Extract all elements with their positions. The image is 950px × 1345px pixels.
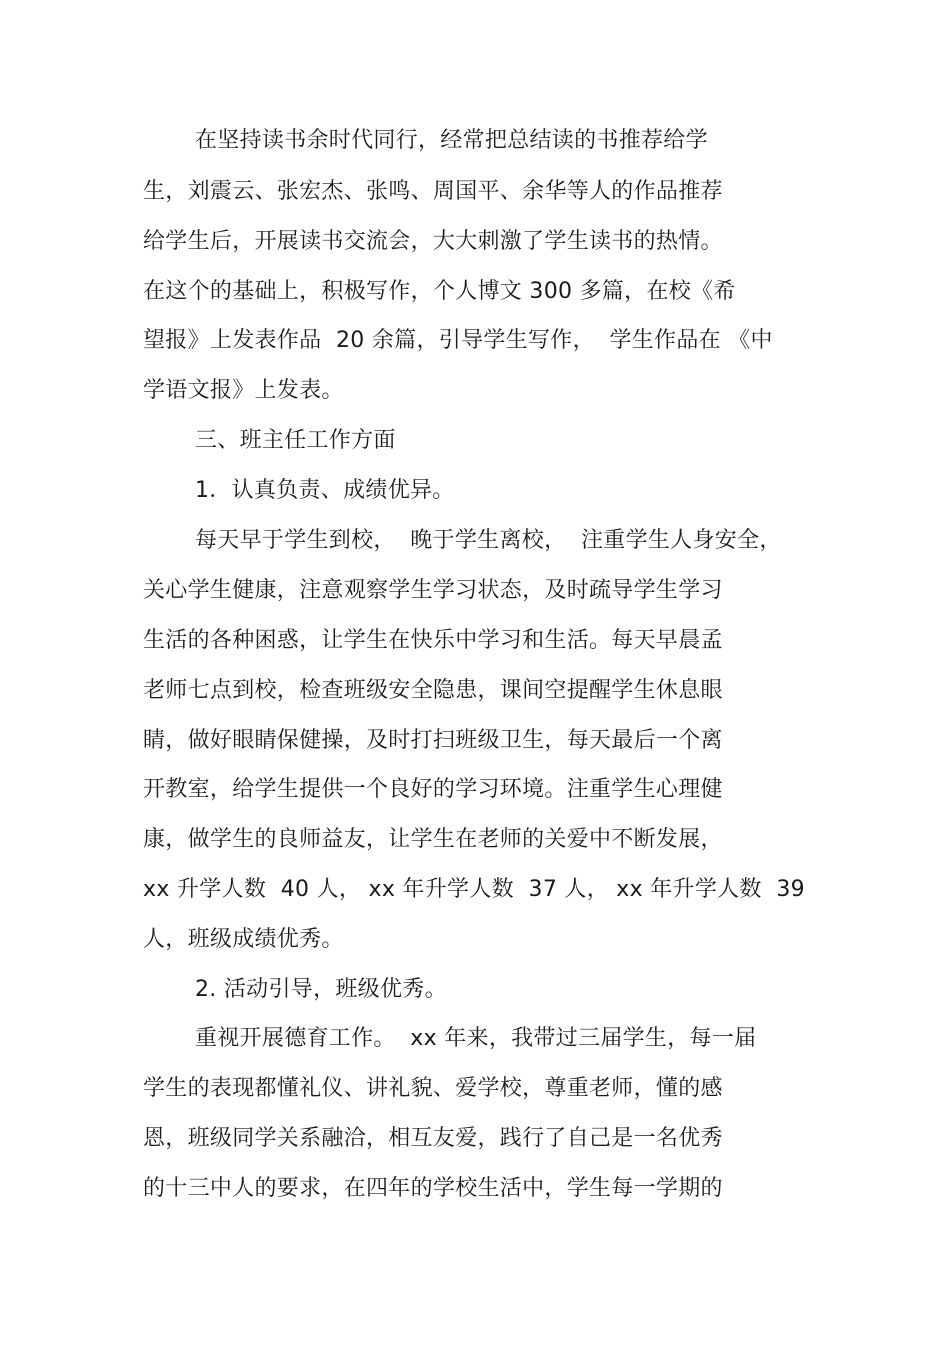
text-line-6: 学语文报》上发表。 [143, 378, 344, 403]
text-line-16: xx 升学人数 40 人， xx 年升学人数 37 人， xx 年升学人数 39 [143, 877, 805, 902]
text-line-15: 康，做学生的良师益友，让学生在老师的关爱中不断发展， [143, 827, 723, 852]
text-line-5: 望报》上发表作品 20 余篇，引导学生写作， 学生作品在 《中 [143, 328, 773, 353]
subheading-2: 2. 活动引导，班级优秀。 [195, 977, 447, 1002]
text-line-20: 学生的表现都懂礼仪、讲礼貌、爱学校，尊重老师，懂的感 [143, 1076, 723, 1101]
text-line-2: 生，刘震云、张宏杰、张鸣、周国平、余华等人的作品推荐 [143, 179, 723, 204]
text-line-22: 的十三中人的要求，在四年的学校生活中，学生每一学期的 [143, 1176, 723, 1201]
section-heading: 三、班主任工作方面 [195, 428, 396, 453]
subheading-1: 1．认真负责、成绩优异。 [195, 478, 455, 503]
text-line-10: 关心学生健康，注意观察学生学习状态，及时疏导学生学习 [143, 578, 723, 603]
text-line-12: 老师七点到校，检查班级安全隐患，课间空提醒学生休息眼 [143, 678, 723, 703]
text-line-19: 重视开展德育工作。 xx 年来，我带过三届学生，每一届 [195, 1026, 757, 1051]
text-line-9: 每天早于学生到校， 晚于学生离校， 注重学生人身安全， [195, 528, 782, 553]
text-line-14: 开教室，给学生提供一个良好的学习环境。注重学生心理健 [143, 777, 723, 802]
text-line-4: 在这个的基础上，积极写作，个人博文 300 多篇，在校《希 [143, 279, 736, 304]
text-line-1: 在坚持读书余时代同行，经常把总结读的书推荐给学 [195, 128, 708, 153]
text-line-11: 生活的各种困惑，让学生在快乐中学习和生活。每天早晨孟 [143, 628, 723, 653]
text-line-17: 人，班级成绩优秀。 [143, 927, 344, 952]
text-line-3: 给学生后，开展读书交流会，大大刺激了学生读书的热情。 [143, 229, 723, 254]
text-line-21: 恩，班级同学关系融洽，相互友爱，践行了自己是一名优秀 [143, 1126, 723, 1151]
text-line-13: 睛，做好眼睛保健操，及时打扫班级卫生，每天最后一个离 [143, 728, 723, 753]
